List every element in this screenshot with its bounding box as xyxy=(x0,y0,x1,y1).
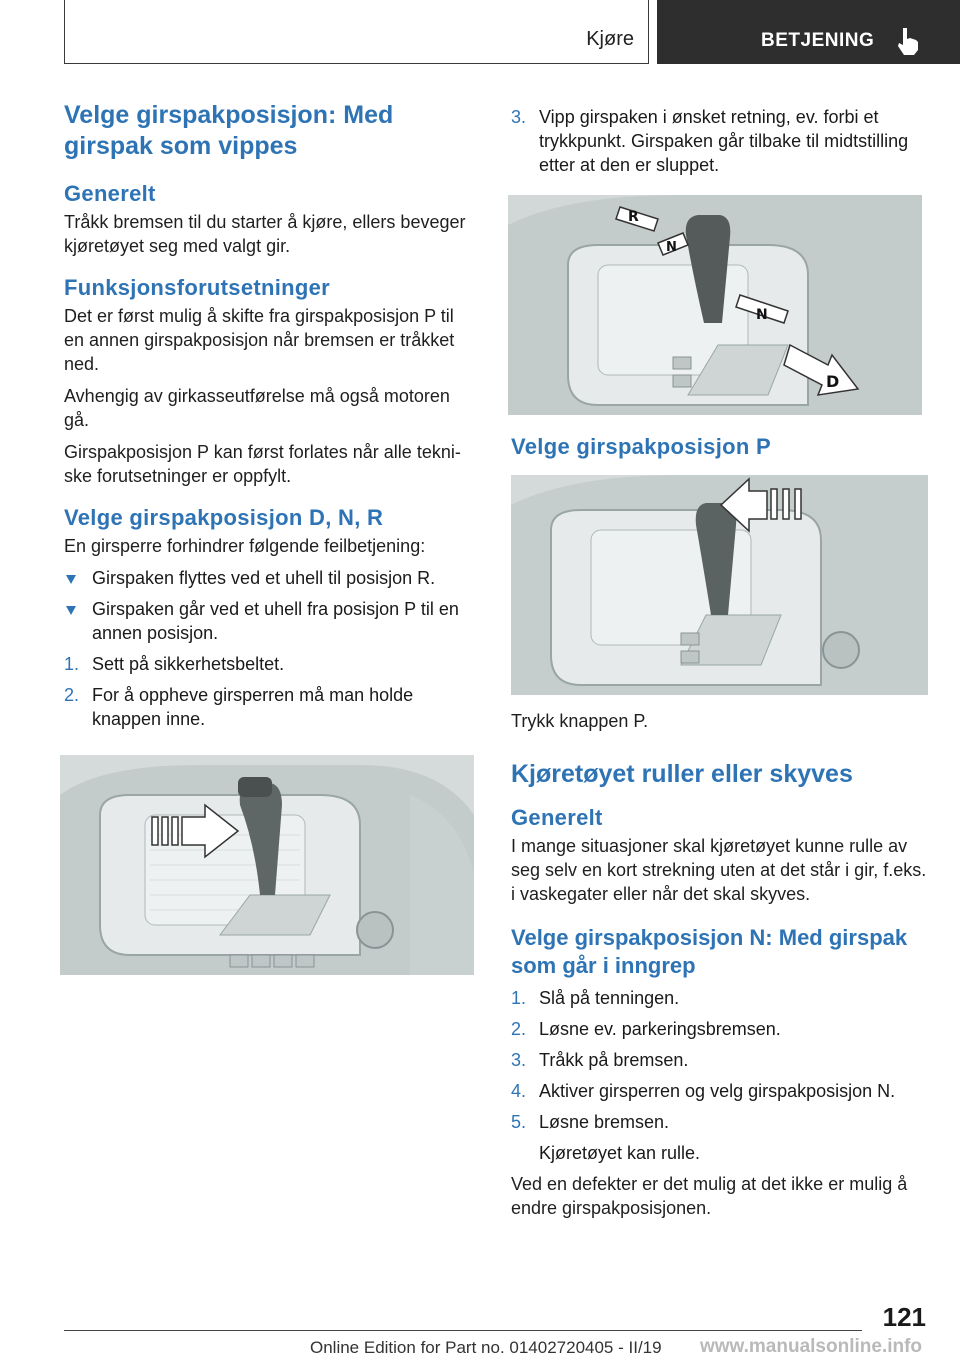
diagram-label-n-upper: N xyxy=(666,240,677,255)
gear-lever-directions-illustration xyxy=(508,195,922,415)
diagram-label-n-lower: N xyxy=(756,307,768,323)
funksjon-text-1: Det er først mulig å skifte fra girspakposisjon P til en annen girspakposisjon når bremsen er tråkket ned. xyxy=(64,306,455,374)
generelt-text: Tråkk bremsen til du starter å kjøre, ellers beveger kjøretøyet seg med valgt gir. xyxy=(64,212,466,256)
header-chapter-label: BETJENING xyxy=(761,30,875,51)
final-text: Ved en defekter er det mulig at det ikke er mulig å endre girspakposisjonen. xyxy=(511,1174,908,1218)
dnr-text: En girsperre forhindrer følgende feilbetjening: xyxy=(64,536,426,556)
gear-lever-p-button-illustration xyxy=(511,475,928,695)
list-item: 4. Aktiver girsperren og velg girspakposisjon N. xyxy=(511,1081,896,1101)
triangle-bullet-icon xyxy=(66,575,76,584)
p-heading: Velge girspakposisjon P xyxy=(511,434,771,459)
diagram-label-r: R xyxy=(628,209,639,225)
gear-lever-unlock-illustration xyxy=(60,755,474,975)
list-item xyxy=(511,1141,928,1165)
list-item: 1. Sett på sikkerhetsbeltet. xyxy=(64,654,285,674)
diagram-label-d: D xyxy=(826,372,840,391)
page-number: 121 xyxy=(882,1302,926,1332)
right-column xyxy=(511,100,928,1228)
header-section-label: Kjøre xyxy=(586,28,634,50)
header-section-box xyxy=(64,0,649,64)
list-item: 1. Slå på tenningen. xyxy=(511,988,680,1008)
funksjon-heading: Funksjonsforutsetninger xyxy=(64,275,331,300)
steps-list-right xyxy=(511,986,928,1165)
list-item: 5. Løsne bremsen. xyxy=(511,1112,670,1132)
list-item: 2. For å oppheve girsperren må man holde knappen inne. xyxy=(64,685,414,729)
funksjon-text-3: Girspakposisjon P kan først forlates når alle tekniske forutsetninger er oppfylt. xyxy=(64,442,461,486)
list-item: Girspaken går ved et uhell fra posisjon P til en annen posisjon. xyxy=(64,597,478,645)
bullet-list xyxy=(64,566,478,645)
funksjon-text-2: Avhengig av girkasseutførelse må også motoren gå. xyxy=(64,386,450,430)
page-title-left: Velge girspakposisjon: Med girspak som vippes xyxy=(64,101,394,160)
triangle-bullet-icon xyxy=(66,606,76,615)
roll-generelt-heading: Generelt xyxy=(511,805,603,830)
left-column xyxy=(64,100,478,993)
footer-divider xyxy=(64,1330,862,1331)
footer-watermark: www.manualsonline.info xyxy=(700,1336,923,1357)
dnr-heading: Velge girspakposisjon D, N, R xyxy=(64,505,384,530)
list-item: 3. Tråkk på bremsen. xyxy=(511,1050,689,1070)
footer-edition: Online Edition for Part no. 01402720405 - II/19 xyxy=(310,1338,662,1357)
generelt-heading: Generelt xyxy=(64,181,156,206)
list-item: 3. Vipp girspaken i ønsket retning, ev. forbi et trykkpunkt. Girspaken går tilbake til midtstilling etter at den er sluppet. xyxy=(511,107,909,175)
steps-list-left xyxy=(64,652,478,731)
n-heading: Velge girspakposisjon N: Med girspak som går i inngrep xyxy=(511,925,908,978)
pointing-hand-icon xyxy=(895,26,921,56)
step5-note: Kjøretøyet kan rulle. xyxy=(539,1143,701,1163)
roll-heading: Kjøretøyet ruller eller skyves xyxy=(511,760,853,788)
roll-text: I mange situasjoner skal kjøretøyet kunne rulle av seg selv en kort strekning uten at det står i gir, f.eks. i vaskegater eller når det skal skyves. xyxy=(511,836,927,904)
list-item: Girspaken flyttes ved et uhell til posisjon R. xyxy=(64,566,478,590)
p-text: Trykk knappen P. xyxy=(511,711,649,731)
list-item: 2. Løsne ev. parkeringsbremsen. xyxy=(511,1019,781,1039)
